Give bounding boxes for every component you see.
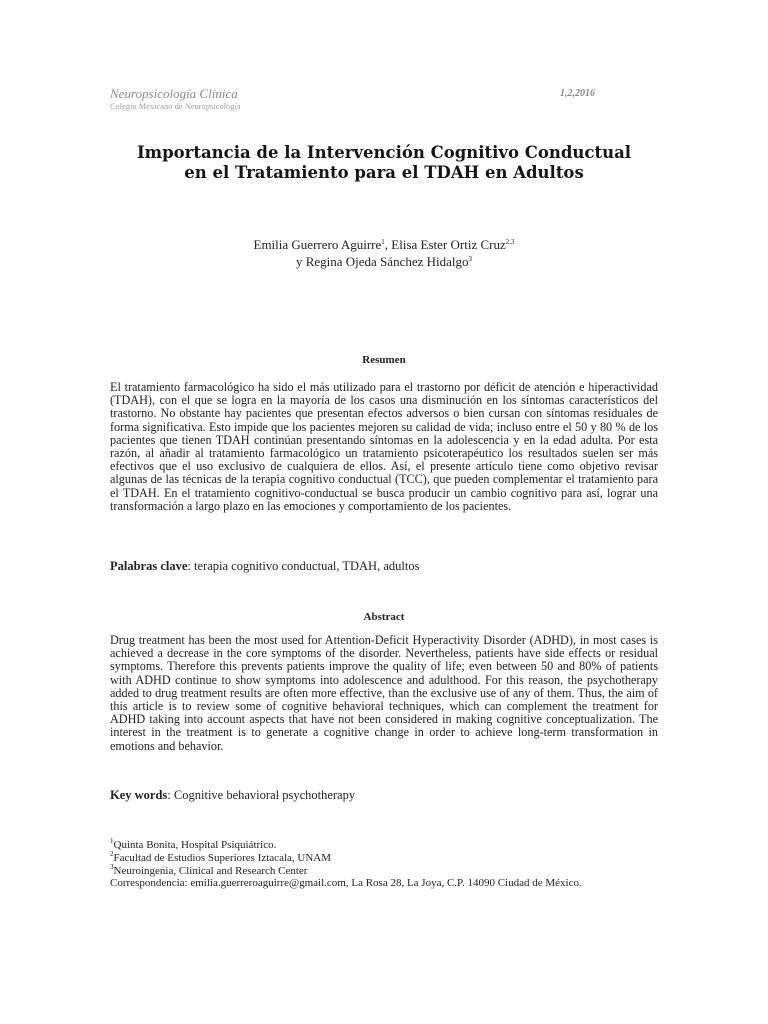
author-affiliation-mark: 2,3 (505, 238, 515, 246)
keywords-value: terapia cognitivo conductual, TDAH, adultos (194, 559, 420, 573)
author-name: Emilia Guerrero Aguirre (253, 237, 382, 252)
footnote-text: Facultad de Estudios Superiores Iztacala, UNAM (113, 851, 331, 864)
issue-number: 1,2,2016 (560, 88, 595, 99)
author-affiliation-mark: 1 (381, 238, 385, 246)
author-line-1 (110, 236, 658, 253)
keywords-separator: : (187, 559, 195, 573)
footnote (110, 839, 670, 852)
resumen-text: El tratamiento farmacológico ha sido el más utilizado para el trastorno por déficit de atención e hiperactividad (TDAH), con el que se logra en la mayoría de los casos una disminución en los síntomas característicos del trastorno. No obstante hay pacientes que presentan efectos adversos o bien cursan con síntomas residuales de forma significativa. Esto impide que los pacientes mejoren su calidad de vida; incluso entre el 50 y 80 % de los pacientes que tienen TDAH continúan presentando síntomas en la adolescencia y en la edad adulta. Por esta razón, al añadir al tratamiento farmacológico un tratamiento psicoterapéutico los resultados suelen ser más efectivos que el uso exclusivo de cualquiera de ellos. Así, el presente artículo tiene como objetivo revisar algunas de las técnicas de la terapia cognitivo conductual (TCC), que pueden complementar el tratamiento para el TDAH. En el tratamiento cognitivo-conductual se busca producir un cambio cognitivo para así, lograr una transformación a largo plazo en las emociones y comportamiento de los pacientes. (110, 380, 658, 513)
footnote (110, 849, 670, 865)
footnotes (110, 839, 670, 890)
title-line-2: en el Tratamiento para el TDAH en Adultos (184, 163, 584, 182)
abstract-heading: Abstract (363, 611, 405, 623)
keywords-label: Key words (110, 788, 168, 802)
journal-title: Neuropsicología Clínica (110, 86, 238, 101)
abstract-text: Drug treatment has been the most used for Attention-Deficit Hyperactivity Disorder (ADHD), in most cases is achieved a decrease in the core symptoms of the disorder. Nevertheless, patients have side effects or residual symptoms. Therefore this prevents patients improve the quality of life; even between 50 and 80% of patients with ADHD continue to show symptoms into adolescence and adulthood. For this reason, the psychotherapy added to drug treatment results are often more effective, than the exclusive use of any of them. Thus, the aim of this article is to review some of cognitive behavioral techniques, which can complement the treatment for ADHD taking into account aspects that have not been considered in making cognitive conceptualization. The interest in the treatment is to generate a cognitive change in order to achieve long-term transformation in emotions and behavior. (110, 633, 658, 753)
keywords-value: Cognitive behavioral psychotherapy (173, 788, 356, 802)
footnote-text: Quinta Bonita, Hospital Psiquiátrico. (113, 839, 277, 851)
footnote (110, 862, 670, 878)
paper-title (110, 143, 658, 183)
author-name: Elisa Ester Ortiz Cruz (391, 237, 506, 252)
author-list (110, 236, 658, 270)
author-conjunction: y (295, 254, 306, 269)
resumen-heading: Resumen (362, 354, 406, 366)
journal-subtitle: Colegio Mexicano de Neuropsicología (110, 102, 241, 111)
footnote-mark: 1 (110, 837, 114, 845)
author-separator: , (384, 237, 392, 252)
resumen-keywords (110, 559, 658, 574)
footnote-mark: 2 (110, 849, 114, 858)
correspondence-text: Correspondencia: emilia.guerreroaguirre@gmail.com, La Rosa 28, La Joya, C.P. 14090 Ciudad de México. (110, 877, 582, 890)
footnote-text: Neuroingenia, Clinical and Research Center (113, 864, 308, 877)
abstract-keywords (110, 788, 658, 803)
footnote-mark: 3 (110, 862, 114, 871)
keywords-separator: : (167, 788, 174, 802)
title-line-1: Importancia de la Intervención Cognitivo Conductual (136, 143, 632, 162)
author-name: Regina Ojeda Sánchez Hidalgo (305, 254, 469, 269)
correspondence (110, 877, 670, 890)
journal-header (110, 86, 610, 112)
author-affiliation-mark: 3 (468, 255, 473, 263)
keywords-label: Palabras clave (110, 559, 188, 573)
author-line-2 (110, 253, 658, 270)
